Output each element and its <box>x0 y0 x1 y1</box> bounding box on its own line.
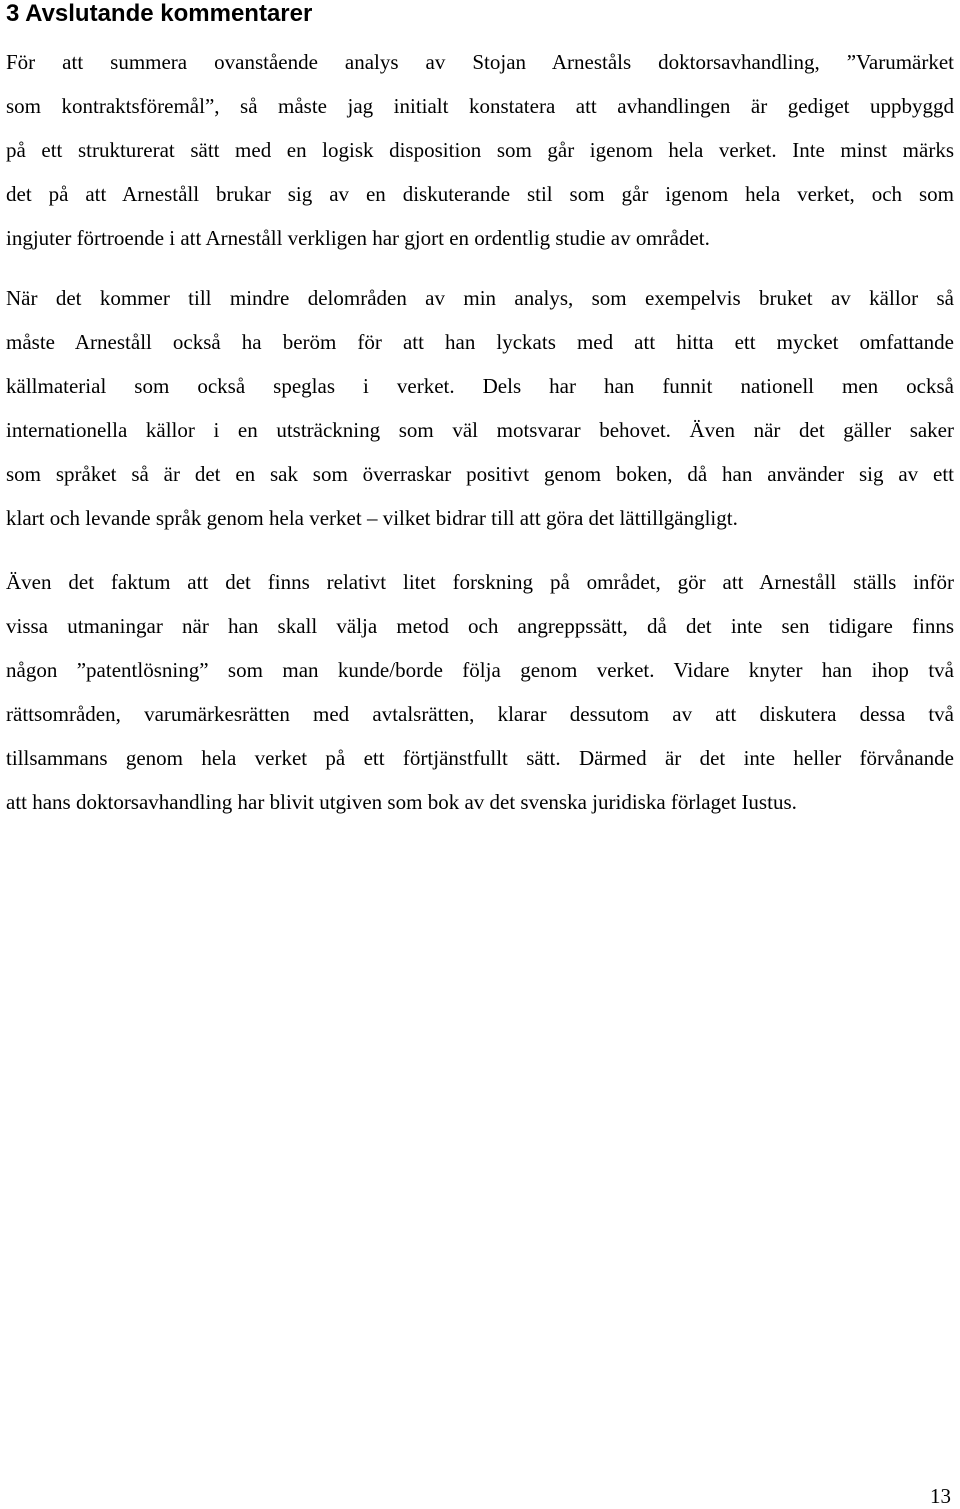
paragraph-1 <box>6 40 954 260</box>
paragraph-line: vissa utmaningar när han skall välja metod och angreppssätt, då det inte sen tidigare finns <box>6 614 954 638</box>
paragraph-line: källmaterial som också speglas i verket. Dels har han funnit nationell men också <box>6 374 954 398</box>
paragraph-line: klart och levande språk genom hela verket – vilket bidrar till att göra det lättillgängligt. <box>6 506 738 530</box>
paragraph-line: att hans doktorsavhandling har blivit utgiven som bok av det svenska juridiska förlaget Iustus. <box>6 790 797 814</box>
paragraph-3 <box>6 560 954 824</box>
paragraph-line: någon ”patentlösning” som man kunde/borde följa genom verket. Vidare knyter han ihop två <box>6 658 954 682</box>
paragraph-line: När det kommer till mindre delområden av min analys, som exempelvis bruket av källor så <box>6 286 954 310</box>
paragraph-line: som kontraktsföremål”, så måste jag initialt konstatera att avhandlingen är gediget uppbyggd <box>6 94 954 118</box>
paragraph-line: som språket så är det en sak som överraskar positivt genom boken, då han använder sig av ett <box>6 462 954 486</box>
section-heading: 3 Avslutande kommentarer <box>6 0 313 27</box>
paragraph-2 <box>6 276 954 540</box>
paragraph-line: rättsområden, varumärkesrätten med avtalsrätten, klarar dessutom av att diskutera dessa två <box>6 702 954 726</box>
paragraph-line: måste Arneståll också ha beröm för att han lyckats med att hitta ett mycket omfattande <box>6 330 954 354</box>
paragraph-line: Även det faktum att det finns relativt litet forskning på området, gör att Arneståll ställs inför <box>6 570 954 594</box>
paragraph-line: internationella källor i en utsträckning som väl motsvarar behovet. Även när det gäller saker <box>6 418 954 442</box>
page-number: 13 <box>930 1484 951 1508</box>
paragraph-line: på ett strukturerat sätt med en logisk disposition som går igenom hela verket. Inte minst märks <box>6 138 954 162</box>
paragraph-line: det på att Arneståll brukar sig av en diskuterande stil som går igenom hela verket, och som <box>6 182 954 206</box>
paragraph-line: För att summera ovanstående analys av Stojan Arneståls doktorsavhandling, ”Varumärket <box>6 50 954 74</box>
paragraph-line: ingjuter förtroende i att Arneståll verkligen har gjort en ordentlig studie av området. <box>6 226 710 250</box>
paragraph-line: tillsammans genom hela verket på ett förtjänstfullt sätt. Därmed är det inte heller förvånande <box>6 746 954 770</box>
